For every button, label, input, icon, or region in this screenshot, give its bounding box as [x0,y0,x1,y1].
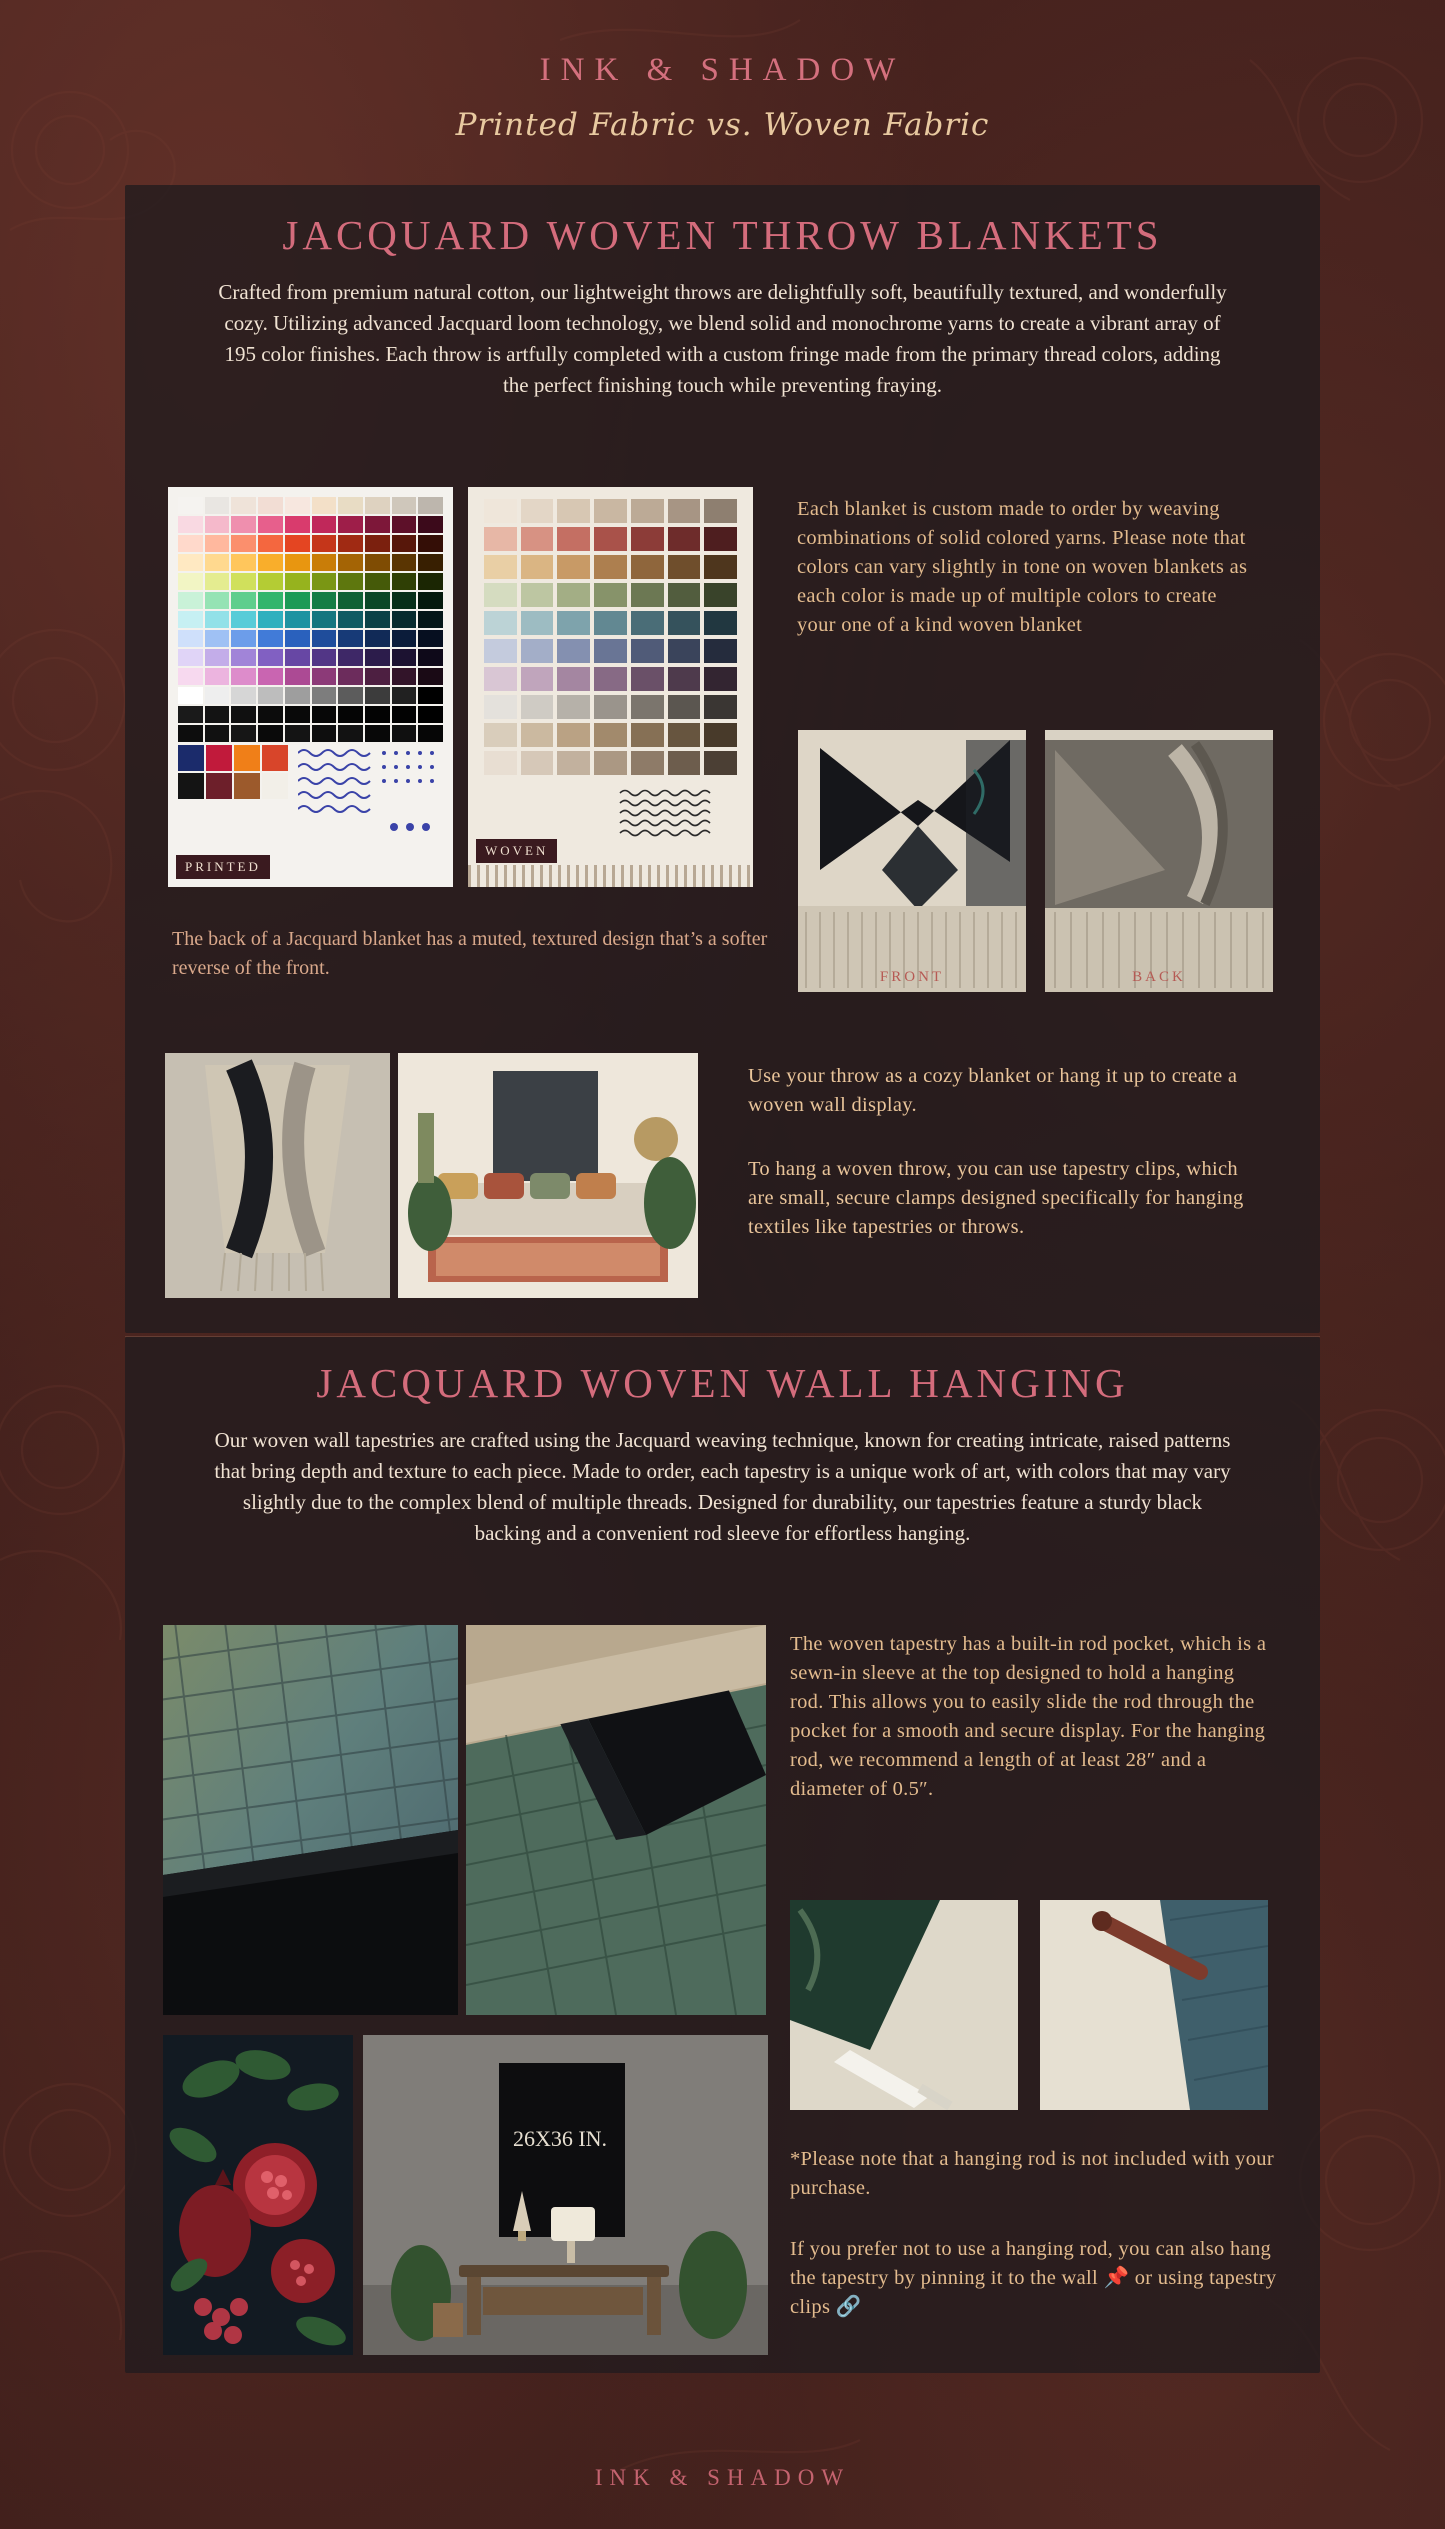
section-title-blankets: JACQUARD WOVEN THROW BLANKETS [282,212,1163,258]
back-photo-caption: BACK [1132,969,1186,985]
rod-pocket-detail-photo [790,1900,1018,2110]
section-title-wall: JACQUARD WOVEN WALL HANGING [316,1360,1129,1406]
woven-chart-label: WOVEN [476,839,557,863]
pomegranate-tapestry-photo [163,2035,353,2355]
throw-usage-note-1: Use your throw as a cozy blanket or hang it up to create a woven wall display. [748,1065,1238,1116]
wall-intro-text: Our woven wall tapestries are crafted using the Jacquard weaving technique, known for creating intricate, raised patterns that bring depth and texture to each piece. Made to order, each tapestry is a unique work of art, with colors that may vary slightly due to the complex blend of multiple threads. Designed for durability, our tapestries feature a sturdy black backing and a convenient rod sleeve for effortless hanging. [214,1428,1231,1545]
mockup-size-label: 26X36 IN. [512,2126,608,2151]
blanket-back-caption: The back of a Jacquard blanket has a muted, textured design that’s a softer reverse of the front. [172,928,768,979]
blanket-front-photo [798,730,1026,992]
printed-pattern-row [178,745,443,855]
printed-color-chart-image [168,487,453,887]
printed-swatch-grid [178,497,443,742]
woven-chart-fringe [468,865,753,887]
front-photo-caption: FRONT [879,969,945,985]
woven-wave-pattern-icon [618,787,738,847]
hanging-throw-photo [165,1053,390,1298]
blanket-back-photo [1045,730,1273,992]
throw-usage-note-2: To hang a woven throw, you can use tapestry clips, which are small, secure clamps designed specifically for hanging textiles like tapestries or throws. [748,1158,1244,1238]
rod-disclaimer-note: *Please note that a hanging rod is not included with your purchase. [790,2148,1274,2199]
woven-swatch-grid [484,499,737,775]
printed-chart-label: PRINTED [176,855,270,879]
footer-brand: INK & SHADOW [594,2465,851,2490]
pin-hanging-note: If you prefer not to use a hanging rod, you can also hang the tapestry by pinning it to the wall 📌 or using tapestry clips 🔗 [790,2238,1277,2318]
tapestry-backing-photo [466,1625,766,2015]
brand-subtitle: Printed Fabric vs. Woven Fabric [455,107,990,143]
poster-header [0,0,1445,143]
blankets-intro-text: Crafted from premium natural cotton, our lightweight throws are delightfully soft, beautifully textured, and wonderfully cozy. Utilizing advanced Jacquard loom technology, we blend solid and monochrome yarns to create a vibrant array of 195 color finishes. Each throw is artfully completed with a custom fringe made from the primary thread colors, adding the perfect finishing touch while preventing fraying. [218,280,1227,397]
living-room-photo [398,1053,698,1298]
wall-mockup-photo [363,2035,768,2355]
tapestry-closeup-photo [163,1625,458,2015]
brand-title: INK & SHADOW [539,52,906,88]
wave-pattern-icon [298,745,443,845]
rod-pocket-note: The woven tapestry has a built-in rod pocket, which is a sewn-in sleeve at the top designed to hold a hanging rod. This allows you to easily slide the rod through the pocket for a smooth and secure display. For the hanging rod, we recommend a length of at least 28″ and a diameter of 0.5″. [790,1633,1267,1800]
woven-color-chart-image [468,487,753,887]
blanket-custom-note: Each blanket is custom made to order by weaving combinations of solid colored yarns. Please note that colors can vary slightly in tone on woven blankets as each color is made up of multiple colors to create your one of a kind woven blanket [797,498,1248,636]
rod-inserted-photo [1040,1900,1268,2110]
